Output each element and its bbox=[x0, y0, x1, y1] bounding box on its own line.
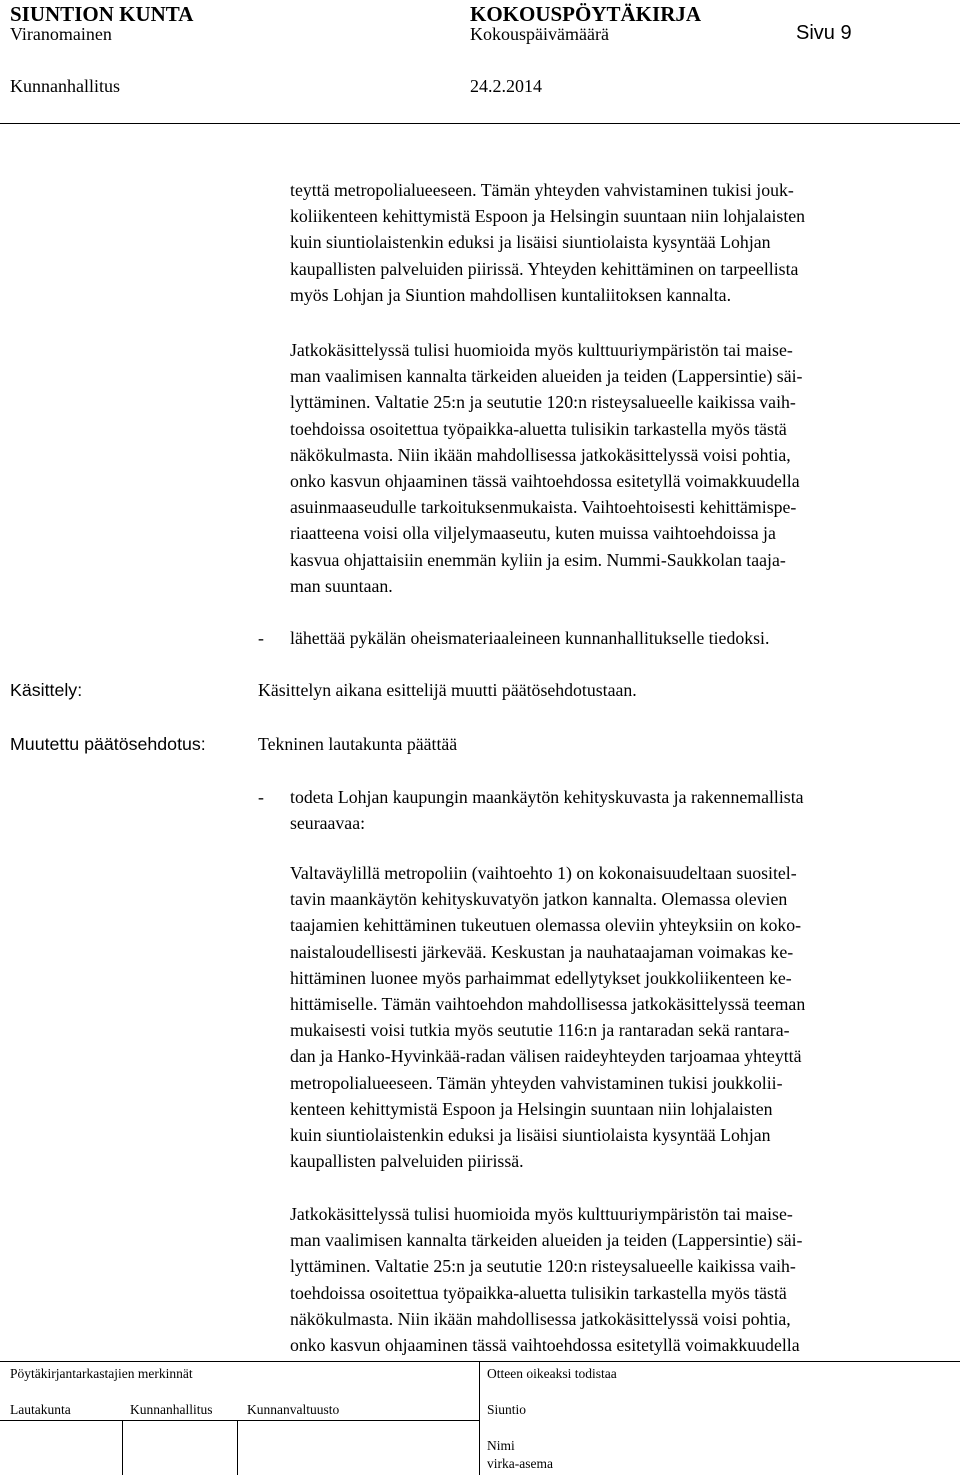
paragraph-1 bbox=[290, 177, 950, 308]
revised-proposal-label: Muutettu päätösehdotus: bbox=[10, 734, 206, 754]
revised-proposal-text: Tekninen lautakunta päättää bbox=[258, 734, 458, 754]
text-line: Jatkokäsittelyssä tulisi huomioida myös kulttuuriympäristön tai maise- bbox=[290, 1204, 793, 1224]
text-line: metropolialueeseen. Tämän yhteyden vahvistaminen tukisi joukkolii- bbox=[290, 1072, 783, 1093]
action-text: seuraavaa: bbox=[290, 813, 366, 833]
text-line: koliikenteen kehittymistä Espoon ja Helsingin suuntaan niin lohjalaisten bbox=[290, 206, 806, 227]
body-name: Kunnanhallitus bbox=[10, 76, 120, 96]
footer-col-kunnanhallitus: Kunnanhallitus bbox=[130, 1402, 213, 1417]
text-line: tavin maankäytön kehityskuvatyön jatkon kannalta. Olemassa olevien bbox=[290, 889, 788, 910]
text-line: toehdoissa osoitettua työpaikka-aluetta tulisikin tarkastella myös tästä bbox=[290, 1282, 787, 1303]
text-line: kenteen kehittymistä Espoon ja Helsingin suuntaan niin lohjalaisten bbox=[290, 1098, 773, 1119]
text-line: man suuntaan. bbox=[290, 575, 393, 596]
kasittely-label: Käsittely: bbox=[10, 680, 83, 700]
footer-center-divider bbox=[479, 1361, 480, 1475]
text-line: naistaloudellisesti järkevää. Keskustan ja nauhataajaman voimakas ke- bbox=[290, 941, 794, 962]
dash-marker: - bbox=[258, 787, 264, 807]
text-line: lyttäminen. Valtatie 25:n ja seututie 120:n risteysalueelle kaikissa vaih- bbox=[290, 1256, 796, 1277]
text-line: taajamien kehittäminen tukeutuen olemassa oleviin yhteyksiin on koko- bbox=[290, 915, 802, 936]
text-line: Valtaväylillä metropoliin (vaihtoehto 1) on kokonaisuudeltaan suositel- bbox=[290, 863, 797, 883]
text-line: Jatkokäsittelyssä tulisi huomioida myös kulttuuriympäristön tai maise- bbox=[290, 340, 793, 360]
action-text: lähettää pykälän oheismateriaaleineen kunnanhallitukselle tiedoksi. bbox=[290, 628, 770, 648]
text-line: asuinmaaseudulle tarkoituksenmukaista. Vaihtoehtoisesti kehittämispe- bbox=[290, 497, 797, 518]
paragraph-3 bbox=[290, 860, 950, 1174]
text-line: onko kasvun ohjaaminen tässä vaihtoehdossa esitetyllä voimakkuudella bbox=[290, 471, 800, 492]
text-line: hittäminen luonee myös parhaimmat edellytykset joukkoliikenteen ke- bbox=[290, 967, 792, 988]
text-line: hittämiselle. Tämän vaihtoehdon mahdollisessa jatkokäsittelyssä teeman bbox=[290, 994, 806, 1015]
text-line: näkökulmasta. Niin ikään mahdollisessa jatkokäsittelyssä voisi pohtia, bbox=[290, 444, 791, 465]
header-divider bbox=[0, 123, 960, 124]
text-line: kasvua ohjattaisiin enemmän kyliin ja esim. Nummi-Saukkolan taaja- bbox=[290, 549, 786, 570]
footer-row-rule bbox=[0, 1420, 479, 1421]
document-type: KOKOUSPÖYTÄKIRJA bbox=[470, 2, 702, 26]
footer-col-lautakunta: Lautakunta bbox=[10, 1402, 71, 1417]
text-line: kuin siuntiolaistenkin eduksi ja lisäisi siuntiolaista kysyntää Lohjan bbox=[290, 1125, 771, 1146]
certified-copy-label: Otteen oikeaksi todistaa bbox=[487, 1366, 617, 1381]
text-line: kaupallisten palveluiden piirissä. Yhteyden kehittäminen on tarpeellista bbox=[290, 258, 799, 279]
meeting-date: 24.2.2014 bbox=[470, 76, 542, 96]
text-line: dan ja Hanko-Hyvinkää-radan välisen raideyhteyden tarjoamaa yhteyttä bbox=[290, 1046, 802, 1067]
paragraph-4 bbox=[290, 1201, 950, 1358]
text-line: man vaalimisen kannalta tärkeiden alueiden ja teiden (Lappersintie) säi- bbox=[290, 1230, 803, 1251]
text-line: mukaisesti voisi tutkia myös seututie 116:n ja rantaradan sekä rantara- bbox=[290, 1020, 790, 1041]
place-label: Siuntio bbox=[487, 1402, 527, 1417]
text-line: näkökulmasta. Niin ikään mahdollisessa jatkokäsittelyssä voisi pohtia, bbox=[290, 1308, 791, 1329]
text-line: man vaalimisen kannalta tärkeiden alueiden ja teiden (Lappersintie) säi- bbox=[290, 366, 803, 387]
text-line: riaatteena voisi olla viljelymaaseutu, kuten muissa vaihtoehdoissa ja bbox=[290, 523, 776, 544]
footer-col-divider bbox=[122, 1420, 123, 1475]
page-number: Sivu 9 bbox=[796, 22, 852, 44]
footer-col-divider bbox=[237, 1420, 238, 1475]
text-line: lyttäminen. Valtatie 25:n ja seututie 120:n risteysalueelle kaikissa vaih- bbox=[290, 392, 796, 413]
action-text: todeta Lohjan kaupungin maankäytön kehityskuvasta ja rakennemallista bbox=[290, 787, 804, 807]
name-label: Nimi bbox=[487, 1438, 515, 1453]
dash-marker: - bbox=[258, 628, 264, 648]
authority-label: Viranomainen bbox=[10, 24, 112, 44]
organization-name: SIUNTION KUNTA bbox=[10, 2, 194, 26]
paragraph-2 bbox=[290, 337, 950, 599]
meeting-date-label: Kokouspäivämäärä bbox=[470, 24, 609, 44]
title-label: virka-asema bbox=[487, 1456, 553, 1471]
text-line: teyttä metropolialueeseen. Tämän yhteyden vahvistaminen tukisi jouk- bbox=[290, 180, 794, 200]
footer-col-kunnanvaltuusto: Kunnanvaltuusto bbox=[247, 1402, 340, 1417]
text-line: myös Lohjan ja Siuntion mahdollisen kuntaliitoksen kannalta. bbox=[290, 284, 732, 305]
footer-top-rule bbox=[0, 1361, 960, 1362]
text-line: toehdoissa osoitettua työpaikka-aluetta tulisikin tarkastella myös tästä bbox=[290, 418, 787, 439]
text-line: kuin siuntiolaistenkin eduksi ja lisäisi siuntiolaista kysyntää Lohjan bbox=[290, 232, 771, 253]
text-line: onko kasvun ohjaaminen tässä vaihtoehdossa esitetyllä voimakkuudella bbox=[290, 1335, 800, 1356]
minutes-checkers-label: Pöytäkirjantarkastajien merkinnät bbox=[10, 1366, 193, 1381]
kasittely-text: Käsittelyn aikana esittelijä muutti päätösehdotustaan. bbox=[258, 680, 637, 700]
text-line: kaupallisten palveluiden piirissä. bbox=[290, 1151, 524, 1172]
